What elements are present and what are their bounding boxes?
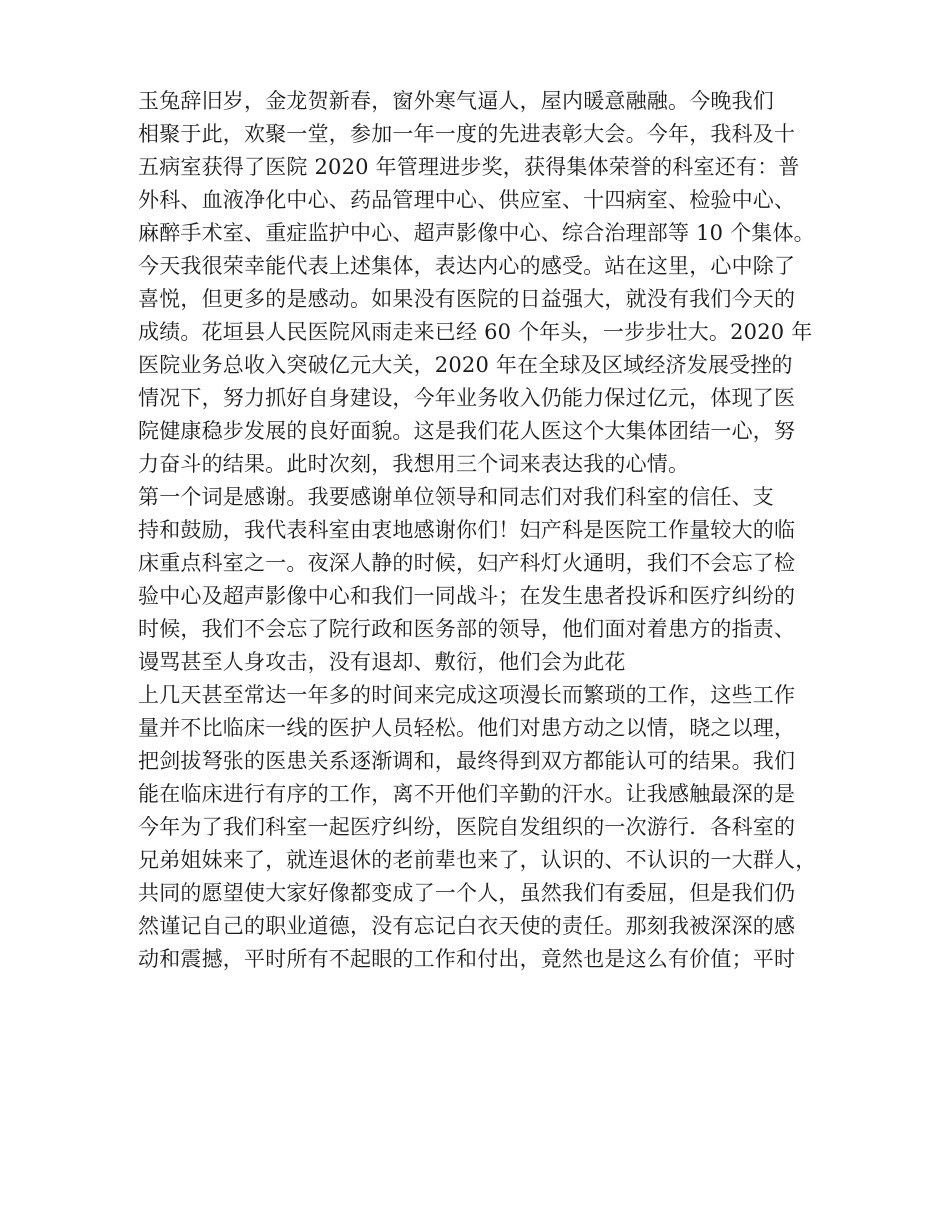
text-line: 今年为了我们科室一起医疗纠纷，医院自发组织的一次游行．各科室的 bbox=[138, 815, 796, 839]
text-line: 兄弟姐妹来了，就连退休的老前辈也来了，认识的、不认识的一大群人， bbox=[138, 848, 817, 872]
text-line: 然谨记自己的职业道德，没有忘记白衣天使的责任。那刻我被深深的感 bbox=[138, 914, 796, 938]
text-line: 上几天甚至常达一年多的时间来完成这项漫长而繁琐的工作，这些工作 bbox=[138, 683, 796, 707]
text-line: 第一个词是感谢。我要感谢单位领导和同志们对我们科室的信任、支 bbox=[138, 485, 774, 509]
text-line: 外科、血液净化中心、药品管理中心、供应室、十四病室、检验中心、 bbox=[138, 188, 796, 212]
text-line: 动和震撼，平时所有不起眼的工作和付出，竟然也是这么有价值；平时 bbox=[138, 947, 796, 971]
text-line: 相聚于此，欢聚一堂，参加一年一度的先进表彰大会。今年，我科及十 bbox=[138, 122, 796, 146]
text-line: 麻醉手术室、重症监护中心、超声影像中心、综合治理部等 10 个集体。 bbox=[138, 221, 815, 245]
text-line: 情况下，努力抓好自身建设，今年业务收入仍能力保过亿元，体现了医 bbox=[138, 386, 796, 410]
text-line: 时候，我们不会忘了院行政和医务部的领导，他们面对着患方的指责、 bbox=[138, 617, 796, 641]
text-line: 量并不比临床一线的医护人员轻松。他们对患方动之以情，晓之以理， bbox=[138, 716, 796, 740]
text-line: 把剑拔弩张的医患关系逐渐调和，最终得到双方都能认可的结果。我们 bbox=[138, 749, 796, 773]
document-body bbox=[138, 85, 838, 976]
text-line: 成绩。花垣县人民医院风雨走来已经 60 个年头，一步步壮大。2020 年 bbox=[138, 320, 813, 344]
text-line: 医院业务总收入突破亿元大关，2020 年在全球及区域经济发展受挫的 bbox=[138, 353, 793, 377]
text-line: 床重点科室之一。夜深人静的时候，妇产科灯火通明，我们不会忘了检 bbox=[138, 551, 796, 575]
text-line: 持和鼓励，我代表科室由衷地感谢你们！妇产科是医院工作量较大的临 bbox=[138, 518, 796, 542]
text-line: 验中心及超声影像中心和我们一同战斗；在发生患者投诉和医疗纠纷的 bbox=[138, 584, 796, 608]
text-line: 院健康稳步发展的良好面貌。这是我们花人医这个大集体团结一心，努 bbox=[138, 419, 796, 443]
text-line: 今天我很荣幸能代表上述集体，表达内心的感受。站在这里，心中除了 bbox=[138, 254, 796, 278]
text-line: 五病室获得了医院 2020 年管理进步奖，获得集体荣誉的科室还有：普 bbox=[138, 155, 800, 179]
text-line: 玉兔辞旧岁，金龙贺新春，窗外寒气逼人，屋内暖意融融。今晚我们 bbox=[138, 89, 774, 113]
text-line: 共同的愿望使大家好像都变成了一个人，虽然我们有委屈，但是我们仍 bbox=[138, 881, 796, 905]
text-line: 喜悦，但更多的是感动。如果没有医院的日益强大，就没有我们今天的 bbox=[138, 287, 796, 311]
text-line: 力奋斗的结果。此时次刻，我想用三个词来表达我的心情。 bbox=[138, 452, 690, 476]
text-line: 能在临床进行有序的工作，离不开他们辛勤的汗水。让我感触最深的是 bbox=[138, 782, 796, 806]
text-line: 谩骂甚至人身攻击，没有退却、敷衍，他们会为此花 bbox=[138, 650, 626, 674]
